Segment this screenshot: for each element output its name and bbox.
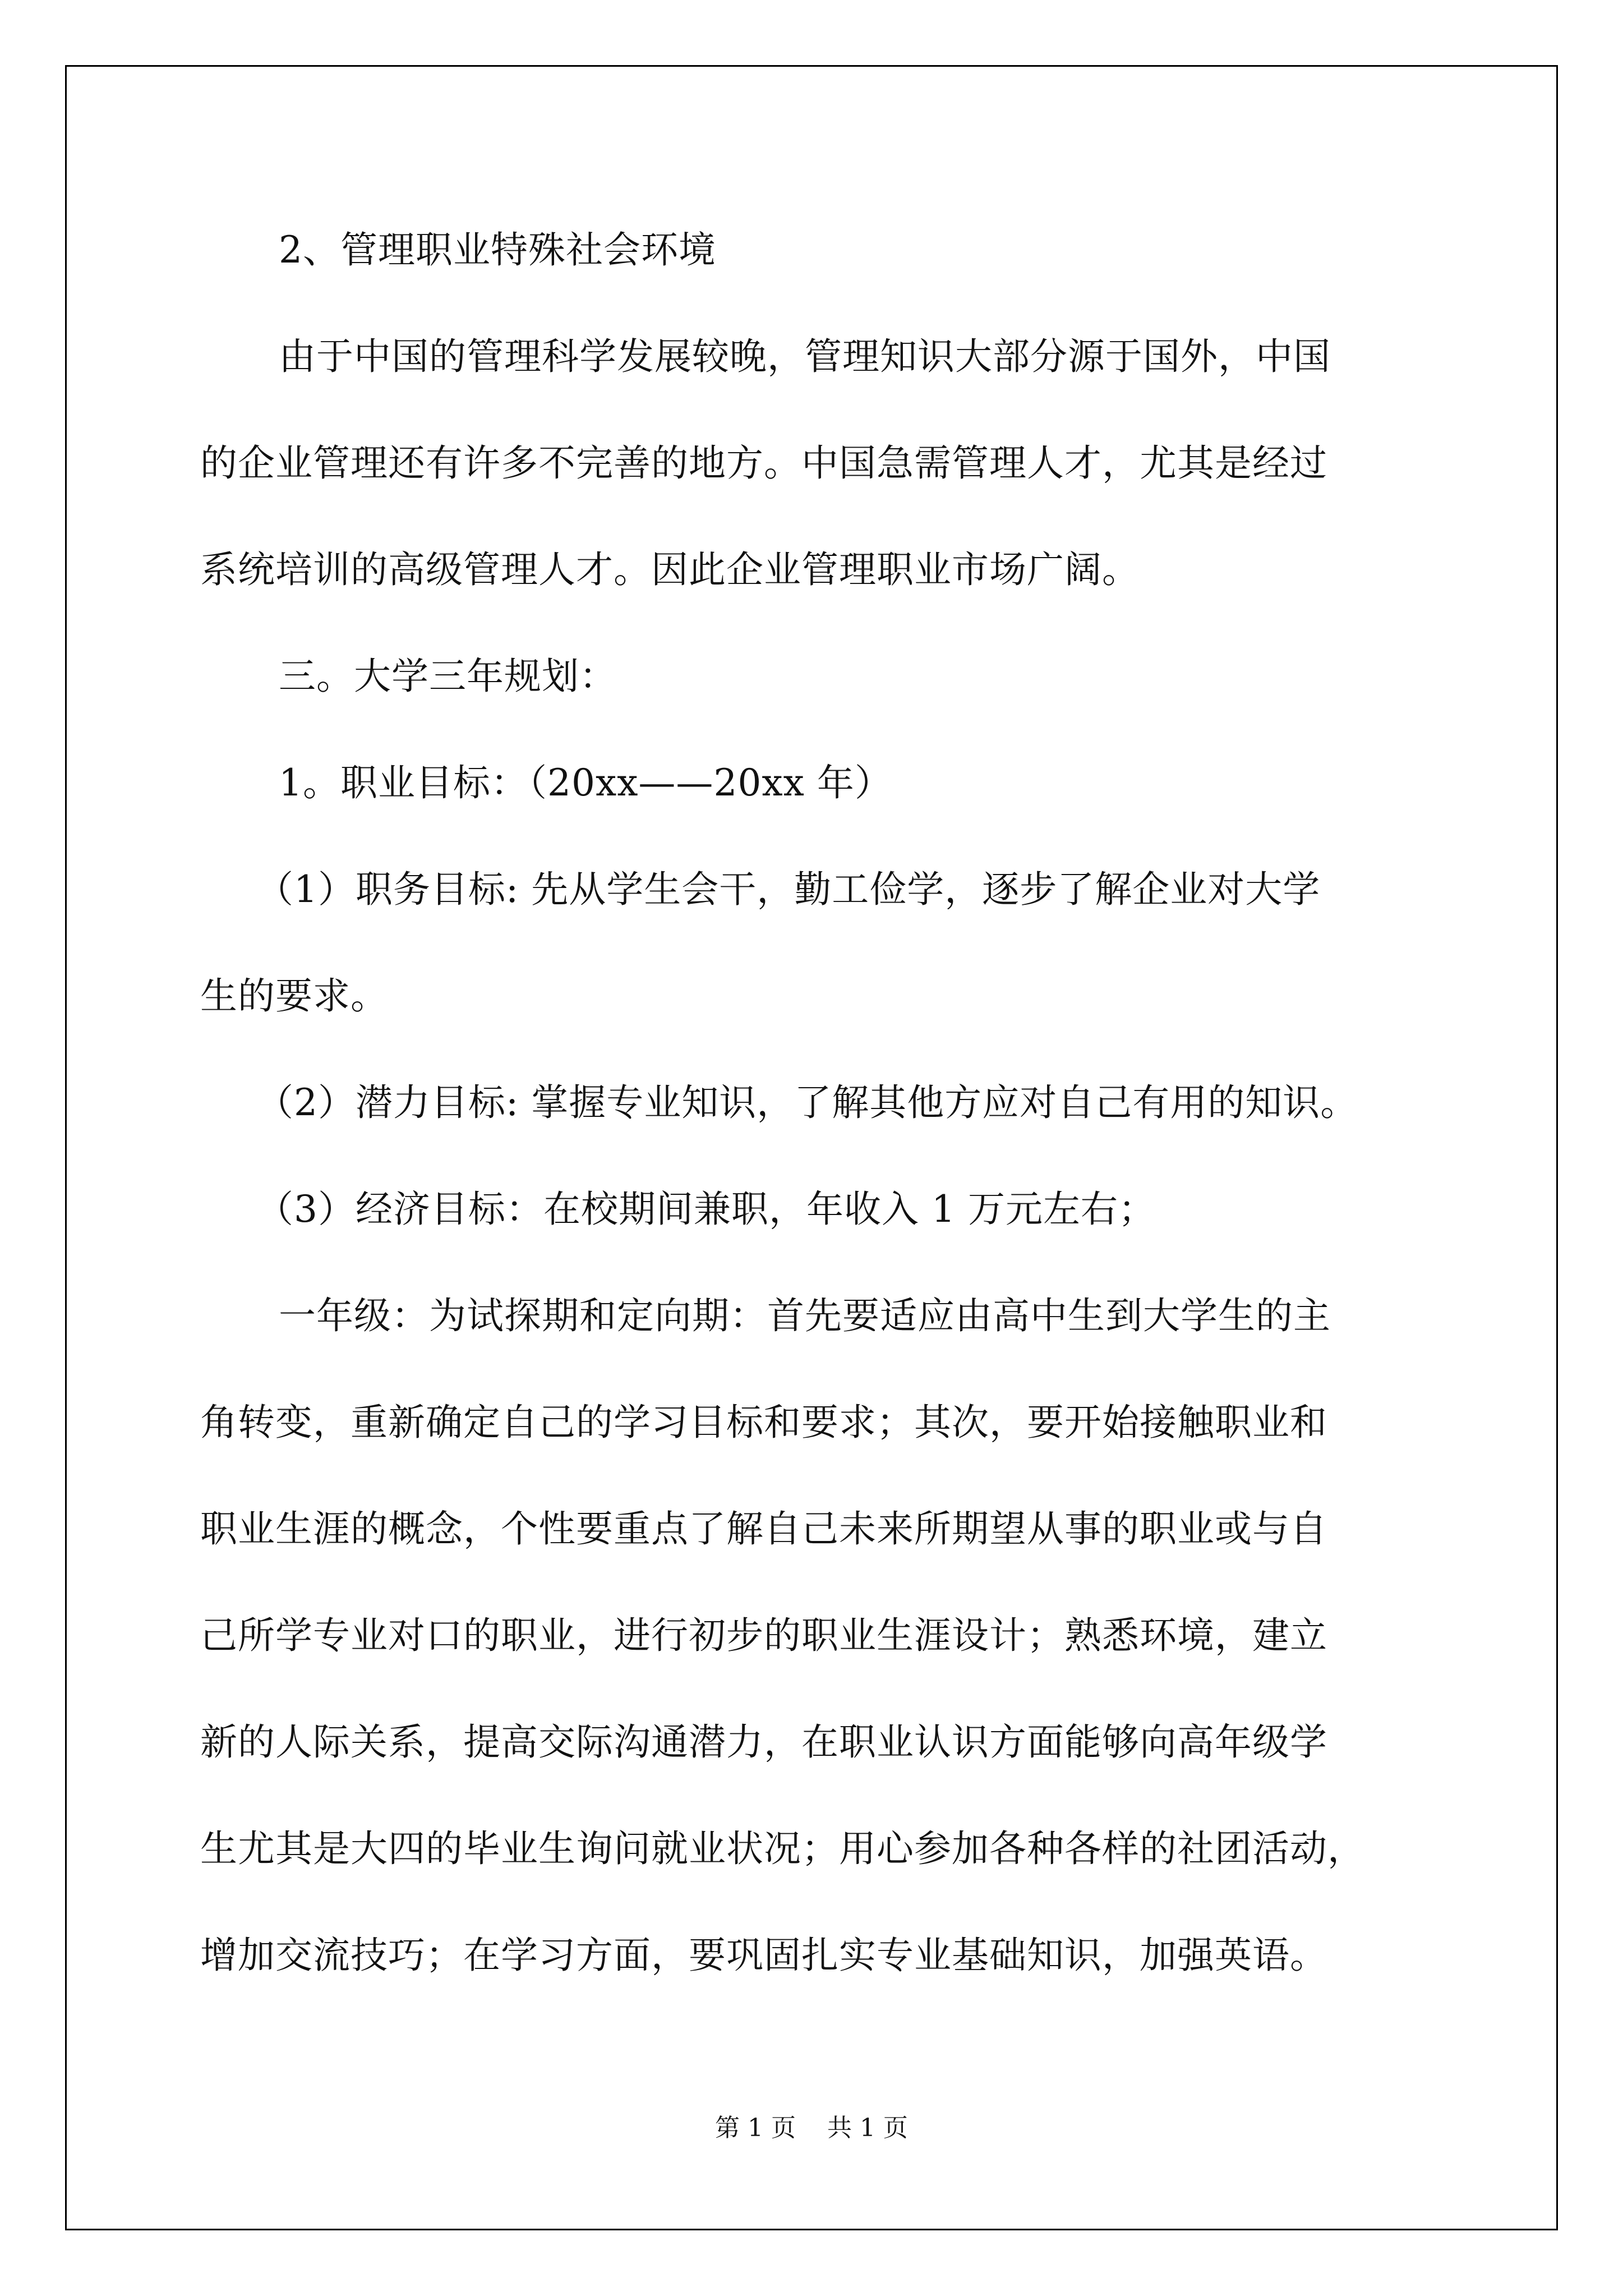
paragraph-line: 由于中国的管理科学发展较晚，管理知识大部分源于国外，中国: [279, 335, 1331, 378]
paragraph-line: 己所学专业对口的职业，进行初步的职业生涯设计；熟悉环境，建立: [200, 1614, 1327, 1657]
goal-item-potential: （2）潜力目标: 掌握专业知识，了解其他方应对自己有用的知识。: [256, 1081, 1358, 1124]
paragraph-line: 的企业管理还有许多不完善的地方。中国急需管理人才，尤其是经过: [200, 441, 1327, 485]
paragraph-line: 新的人际关系，提高交际沟通潜力，在职业认识方面能够向高年级学: [200, 1720, 1327, 1764]
goal-item-economic: （3）经济目标：在校期间兼职，年收入 1 万元左右；: [256, 1188, 1156, 1231]
paragraph-line: 系统培训的高级管理人才。因此企业管理职业市场广阔。: [200, 548, 1140, 591]
page-border: [65, 65, 1558, 2230]
page-footer: 第 1 页 共 1 页: [715, 2114, 908, 2142]
paragraph-line: 生的要求。: [200, 974, 388, 1018]
paragraph-line: 角转变，重新确定自己的学习目标和要求；其次，要开始接触职业和: [200, 1401, 1327, 1444]
paragraph-line: 职业生涯的概念，个性要重点了解自己未来所期望从事的职业或与自: [200, 1507, 1327, 1550]
paragraph-line: 增加交流技巧；在学习方面，要巩固扎实专业基础知识，加强英语。: [200, 1934, 1327, 1977]
goal-item-position: （1）职务目标: 先从学生会干，勤工俭学，逐步了解企业对大学: [256, 868, 1321, 911]
career-goal-heading: 1。职业目标：（20xx——20xx 年）: [279, 761, 892, 804]
section-heading-three-year-plan: 三。大学三年规划：: [279, 655, 617, 698]
paragraph-line: 生尤其是大四的毕业生询问就业状况；用心参加各种各样的社团活动，: [200, 1827, 1365, 1870]
paragraph-line: 一年级：为试探期和定向期：首先要适应由高中生到大学生的主: [279, 1294, 1331, 1337]
section-heading-management-environment: 2、管理职业特殊社会环境: [279, 228, 716, 272]
